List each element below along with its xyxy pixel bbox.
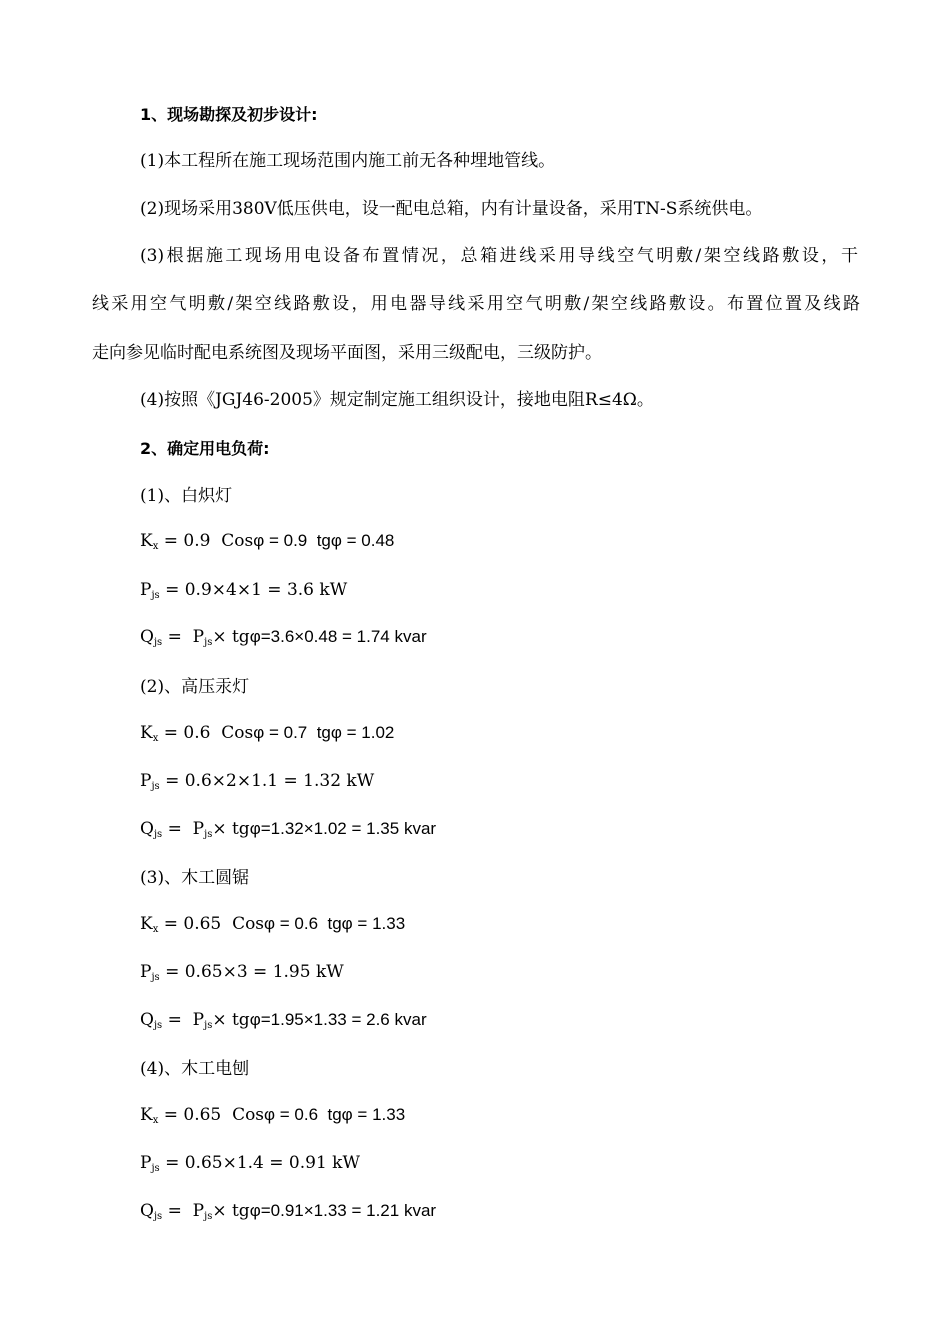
load-title: (4)、木工电刨: [140, 1059, 250, 1079]
qjs-line: $Q_{js} = P_{js}\times tg\varphi=1.95\times 1.33 = 2.6$ kvar: [140, 1010, 427, 1031]
section-2-heading: 2、确定用电负荷:: [140, 439, 270, 458]
pjs-line: $P_{js} = 0.6\times 2\times 1.1 = 1.32$ kW: [140, 771, 375, 792]
paragraph-3-line-1: (3)根据施工现场用电设备布置情况，总箱进线采用导线空气明敷/架空线路敷设，干: [140, 246, 858, 266]
kx-line: $K_x = 0.65$ Cosφ = 0.6 tgφ = 1.33: [140, 914, 406, 935]
paragraph-3-line-3: 走向参见临时配电系统图及现场平面图，采用三级配电，三级防护。: [92, 343, 602, 363]
qjs-line: $Q_{js} = P_{js}\times tg\varphi=3.6\times 0.48 = 1.74$ kvar: [140, 627, 427, 648]
pjs-line: $P_{js} = 0.9\times 4\times 1 = 3.6$ kW: [140, 580, 348, 601]
kx-line: $K_x = 0.6$ Cosφ = 0.7 tgφ = 1.02: [140, 723, 395, 744]
qjs-line: $Q_{js} = P_{js}\times tg\varphi=1.32\times 1.02 = 1.35$ kvar: [140, 819, 437, 840]
load-title: (2)、高压汞灯: [140, 677, 250, 697]
paragraph-1: (1)本工程所在施工现场范围内施工前无各种埋地管线。: [140, 151, 556, 171]
paragraph-4: (4)按照《JGJ46-2005》规定制定施工组织设计，接地电阻R≤4Ω。: [140, 390, 654, 410]
kx-line: $K_x = 0.9$ Cosφ = 0.9 tgφ = 0.48: [140, 531, 395, 552]
pjs-line: $P_{js} = 0.65\times 1.4 = 0.91$ kW: [140, 1153, 360, 1174]
load-title: (1)、白炽灯: [140, 486, 233, 506]
pjs-line: $P_{js} = 0.65\times 3 = 1.95$ kW: [140, 962, 344, 983]
kx-line: $K_x = 0.65$ Cosφ = 0.6 tgφ = 1.33: [140, 1105, 406, 1126]
paragraph-3-line-2: 线采用空气明敷/架空线路敷设，用电器导线采用空气明敷/架空线路敷设。布置位置及线路: [92, 294, 860, 314]
paragraph-2: (2)现场采用380V低压供电，设一配电总箱，内有计量设备，采用TN-S系统供电。: [140, 199, 763, 219]
section-1-heading: 1、现场勘探及初步设计:: [140, 105, 318, 124]
load-title: (3)、木工圆锯: [140, 868, 250, 888]
qjs-line: $Q_{js} = P_{js}\times tg\varphi=0.91\times 1.33 = 1.21$ kvar: [140, 1201, 437, 1222]
